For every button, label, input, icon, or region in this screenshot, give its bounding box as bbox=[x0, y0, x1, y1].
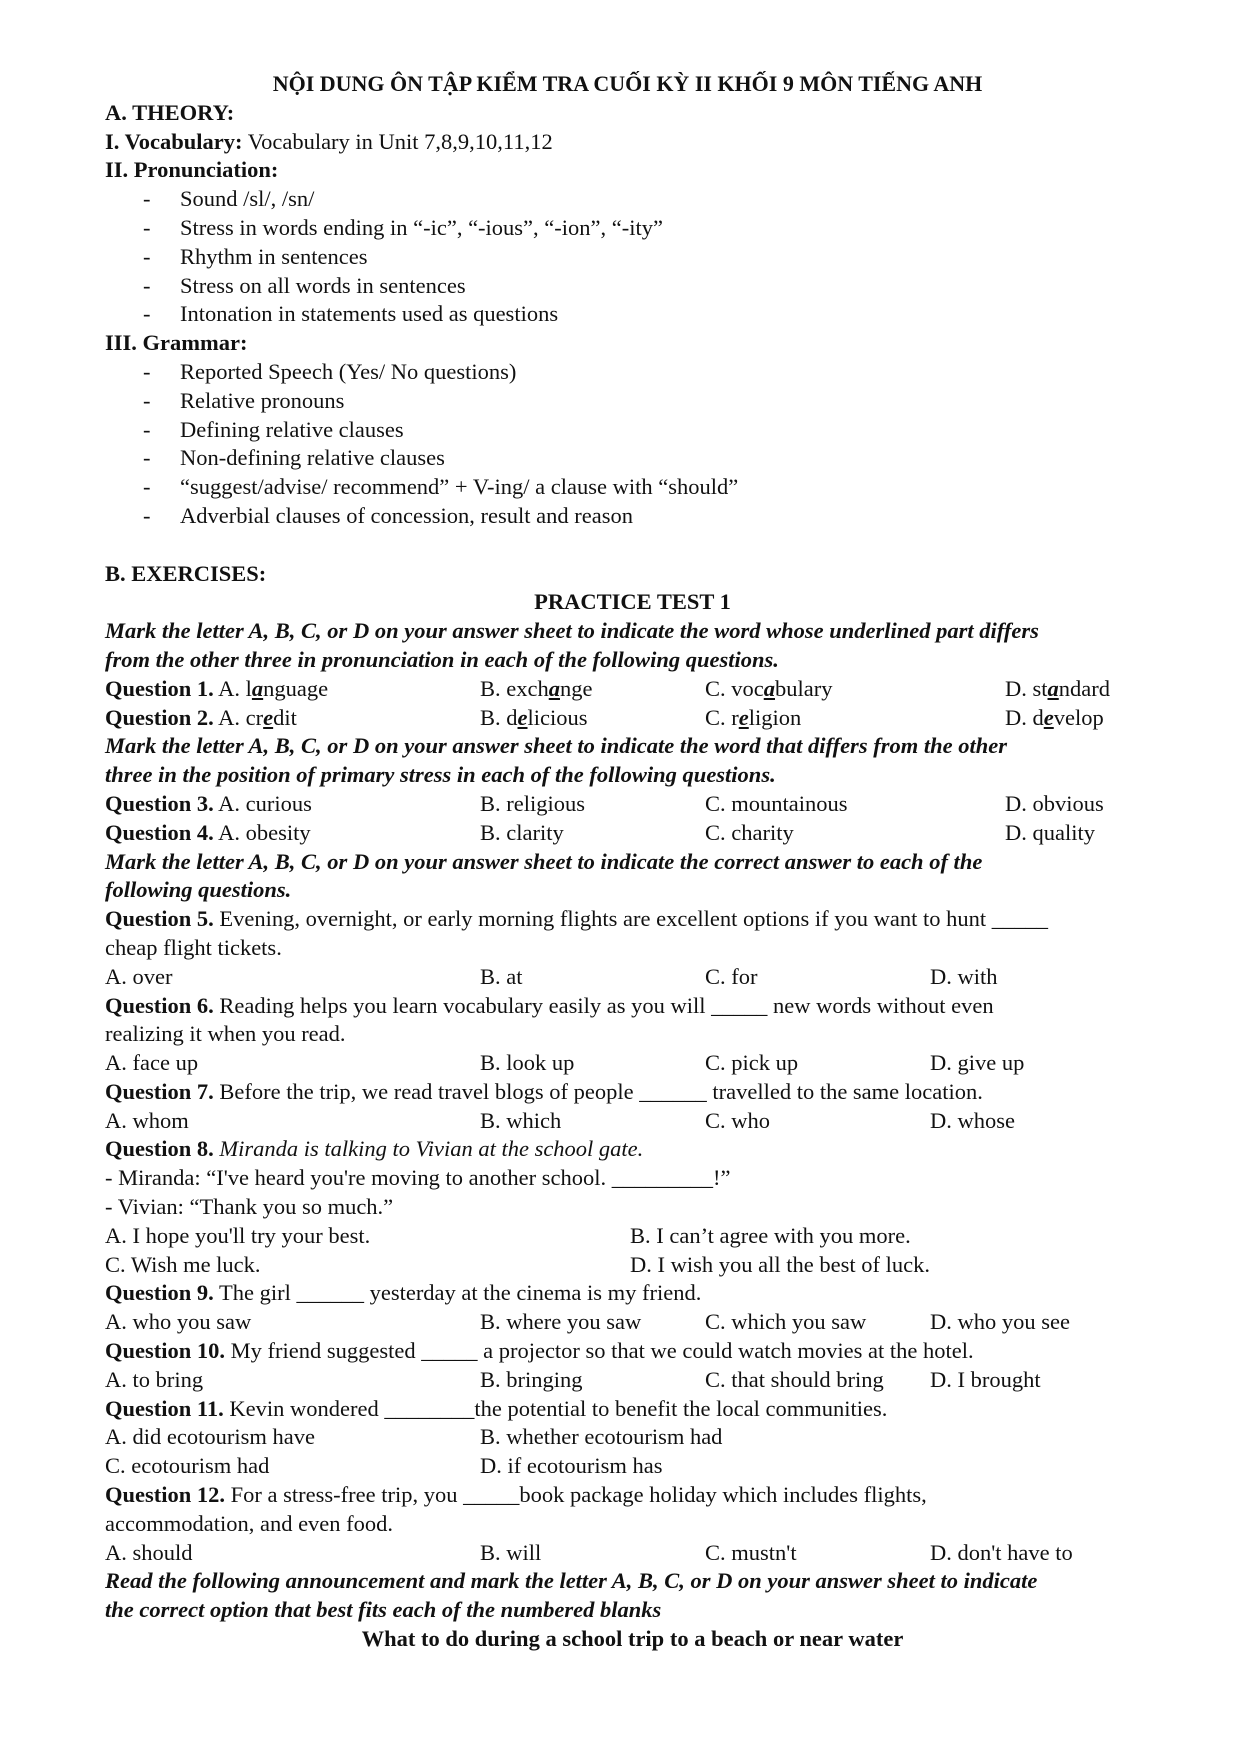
pronunciation-item-text: Intonation in statements used as questions bbox=[180, 301, 559, 327]
question-2-option-d bbox=[1005, 704, 1104, 733]
question-7-options bbox=[105, 1107, 1160, 1136]
vocabulary-text: Vocabulary in Unit 7,8,9,10,11,12 bbox=[242, 128, 553, 154]
bullet-dash: - bbox=[143, 445, 151, 471]
question-6-options bbox=[105, 1049, 1160, 1078]
pronunciation-item bbox=[105, 300, 1160, 329]
grammar-item bbox=[105, 358, 1160, 387]
pronunciation-item-text: Rhythm in sentences bbox=[180, 243, 368, 269]
question-10-option-b: B. bringing bbox=[480, 1366, 583, 1392]
question-4-option-a bbox=[105, 819, 311, 848]
grammar-item-text: “suggest/advise/ recommend” + V-ing/ a clause with “should” bbox=[180, 474, 739, 500]
question-label: Question 10. bbox=[105, 1338, 226, 1364]
option-text: A. obesity bbox=[213, 819, 311, 845]
option-text: dit bbox=[273, 704, 297, 730]
question-12-option-c: C. mustn't bbox=[705, 1539, 797, 1565]
question-4 bbox=[105, 819, 1160, 848]
question-6-option-d: D. give up bbox=[930, 1050, 1025, 1076]
option-text: D. d bbox=[1005, 704, 1044, 730]
question-11-options-row bbox=[105, 1452, 1160, 1481]
question-text: The girl ______ yesterday at the cinema is my friend. bbox=[213, 1280, 702, 1306]
underlined-letter: e bbox=[263, 704, 274, 730]
question-1 bbox=[105, 675, 1160, 704]
option-text: B. d bbox=[480, 704, 518, 730]
grammar-item bbox=[105, 387, 1160, 416]
pronunciation-item-text: Stress on all words in sentences bbox=[180, 272, 466, 298]
grammar-item bbox=[105, 502, 1160, 531]
question-11-options-row bbox=[105, 1423, 1160, 1452]
bullet-dash: - bbox=[143, 186, 151, 212]
question-12-options bbox=[105, 1539, 1160, 1568]
document-page bbox=[105, 70, 1160, 1654]
bullet-dash: - bbox=[143, 214, 151, 240]
question-label: Question 3. bbox=[105, 790, 214, 816]
question-7-stem bbox=[105, 1078, 1160, 1107]
question-10-options bbox=[105, 1366, 1160, 1395]
grammar-item bbox=[105, 444, 1160, 473]
question-12-stem-cont: accommodation, and even food. bbox=[105, 1510, 394, 1536]
question-10-option-a: A. to bring bbox=[105, 1366, 204, 1392]
question-11-option-b: B. whether ecotourism had bbox=[480, 1424, 723, 1450]
question-label: Question 2. bbox=[105, 704, 214, 730]
question-2-option-b bbox=[480, 704, 588, 733]
bullet-dash: - bbox=[143, 387, 151, 413]
option-text: A. cr bbox=[213, 704, 264, 730]
question-4-option-d: D. quality bbox=[1005, 819, 1095, 845]
bullet-dash: - bbox=[143, 272, 151, 298]
question-4-option-c: C. charity bbox=[705, 819, 794, 845]
option-text: licious bbox=[527, 704, 588, 730]
question-text: My friend suggested _____ a projector so that we could watch movies at the hotel. bbox=[225, 1338, 974, 1364]
question-5-stem-cont: cheap flight tickets. bbox=[105, 934, 282, 960]
question-8-dialogue-line: - Vivian: “Thank you so much.” bbox=[105, 1194, 394, 1220]
option-text: B. exch bbox=[480, 675, 549, 701]
question-11-stem bbox=[105, 1395, 1160, 1424]
practice-test-title: PRACTICE TEST 1 bbox=[534, 589, 731, 615]
question-3-option-d: D. obvious bbox=[1005, 790, 1104, 816]
question-9-option-c: C. which you saw bbox=[705, 1309, 867, 1335]
question-9-option-a: A. who you saw bbox=[105, 1309, 252, 1335]
question-5-option-b: B. at bbox=[480, 963, 523, 989]
option-text: C. r bbox=[705, 704, 739, 730]
question-3 bbox=[105, 790, 1160, 819]
pronunciation-item bbox=[105, 185, 1160, 214]
question-8-stem bbox=[105, 1135, 1160, 1164]
question-8-dialogue-line: - Miranda: “I've heard you're moving to another school. _________!” bbox=[105, 1165, 731, 1191]
underlined-letter: a bbox=[251, 675, 264, 701]
question-text: For a stress-free trip, you _____book package holiday which includes flights, bbox=[225, 1482, 927, 1508]
question-3-option-b: B. religious bbox=[480, 790, 585, 816]
question-text: Reading helps you learn vocabulary easily as you will _____ new words without even bbox=[213, 992, 994, 1018]
question-5-stem bbox=[105, 905, 1160, 934]
grammar-item bbox=[105, 416, 1160, 445]
question-12-option-b: B. will bbox=[480, 1539, 542, 1565]
grammar-heading: III. Grammar: bbox=[105, 330, 248, 356]
question-label: Question 8. bbox=[105, 1136, 214, 1162]
vocabulary-label: I. Vocabulary: bbox=[105, 128, 243, 154]
instruction-stress: Mark the letter A, B, C, or D on your answer sheet to indicate the word that differs from the other bbox=[105, 733, 1007, 759]
pronunciation-heading: II. Pronunciation: bbox=[105, 157, 279, 183]
question-12-stem bbox=[105, 1481, 1160, 1510]
instruction-pronunciation: Mark the letter A, B, C, or D on your answer sheet to indicate the word whose underlined part differs bbox=[105, 618, 1039, 644]
question-label: Question 1. bbox=[105, 675, 214, 701]
bullet-dash: - bbox=[143, 474, 151, 500]
option-text: A. curious bbox=[213, 790, 312, 816]
pronunciation-item-text: Stress in words ending in “-ic”, “-ious”, “-ion”, “-ity” bbox=[180, 214, 663, 240]
question-9-option-d: D. who you see bbox=[930, 1309, 1070, 1335]
underlined-letter: e bbox=[738, 704, 749, 730]
grammar-item-text: Adverbial clauses of concession, result and reason bbox=[180, 502, 633, 528]
pronunciation-item bbox=[105, 214, 1160, 243]
vocabulary-line bbox=[105, 128, 1160, 157]
pronunciation-item bbox=[105, 243, 1160, 272]
option-text: nguage bbox=[263, 675, 329, 701]
question-text: Kevin wondered ________the potential to benefit the local communities. bbox=[223, 1395, 888, 1421]
option-text: D. st bbox=[1005, 675, 1048, 701]
underlined-letter: e bbox=[517, 704, 528, 730]
question-label: Question 7. bbox=[105, 1078, 214, 1104]
instruction-stress: three in the position of primary stress in each of the following questions. bbox=[105, 762, 776, 788]
question-label: Question 5. bbox=[105, 906, 214, 932]
question-label: Question 9. bbox=[105, 1280, 214, 1306]
question-1-option-a bbox=[105, 675, 328, 704]
question-11-option-d: D. if ecotourism has bbox=[480, 1453, 663, 1479]
option-text: A. l bbox=[213, 675, 252, 701]
question-2-option-a bbox=[105, 704, 297, 733]
reading-title: What to do during a school trip to a beach or near water bbox=[361, 1626, 904, 1652]
grammar-item bbox=[105, 473, 1160, 502]
pronunciation-item bbox=[105, 272, 1160, 301]
underlined-letter: a bbox=[1047, 675, 1059, 701]
question-4-option-b: B. clarity bbox=[480, 819, 564, 845]
question-10-stem bbox=[105, 1337, 1160, 1366]
question-6-stem-cont: realizing it when you read. bbox=[105, 1021, 346, 1047]
question-11-option-a: A. did ecotourism have bbox=[105, 1424, 315, 1450]
pronunciation-item-text: Sound /sl/, /sn/ bbox=[180, 186, 315, 212]
question-label: Question 11. bbox=[105, 1395, 224, 1421]
underlined-letter: e bbox=[1043, 704, 1054, 730]
question-7-option-a: A. whom bbox=[105, 1107, 189, 1133]
bullet-dash: - bbox=[143, 243, 151, 269]
question-label: Question 12. bbox=[105, 1482, 226, 1508]
document-title: NỘI DUNG ÔN TẬP KIỂM TRA CUỐI KỲ II KHỐI 9 MÔN TIẾNG ANH bbox=[272, 71, 983, 96]
question-5-option-d: D. with bbox=[930, 963, 998, 989]
underlined-letter: a bbox=[763, 675, 775, 701]
question-label: Question 6. bbox=[105, 992, 214, 1018]
grammar-item-text: Reported Speech (Yes/ No questions) bbox=[180, 358, 517, 384]
question-10-option-d: D. I brought bbox=[930, 1366, 1041, 1392]
option-text: ndard bbox=[1058, 675, 1110, 701]
question-5-option-c: C. for bbox=[705, 963, 758, 989]
instruction-reading: the correct option that best fits each of the numbered blanks bbox=[105, 1597, 662, 1623]
exercises-heading: B. EXERCISES: bbox=[105, 560, 267, 586]
question-6-option-b: B. look up bbox=[480, 1050, 575, 1076]
question-context: Miranda is talking to Vivian at the school gate. bbox=[213, 1136, 644, 1162]
question-3-option-a bbox=[105, 790, 312, 819]
question-8-option-a: A. I hope you'll try your best. bbox=[105, 1222, 371, 1248]
question-2 bbox=[105, 704, 1160, 733]
question-7-option-c: C. who bbox=[705, 1107, 771, 1133]
question-text: Before the trip, we read travel blogs of people ______ travelled to the same location. bbox=[213, 1078, 983, 1104]
question-text: Evening, overnight, or early morning flights are excellent options if you want to hunt _____ bbox=[213, 906, 1048, 932]
instruction-correct-answer: following questions. bbox=[105, 877, 292, 903]
instruction-reading: Read the following announcement and mark the letter A, B, C, or D on your answer sheet to indicate bbox=[105, 1568, 1038, 1594]
question-7-option-b: B. which bbox=[480, 1107, 562, 1133]
option-text: bulary bbox=[775, 675, 833, 701]
question-2-option-c bbox=[705, 704, 801, 733]
grammar-item-text: Relative pronouns bbox=[180, 387, 345, 413]
option-text: velop bbox=[1053, 704, 1104, 730]
question-3-option-c: C. mountainous bbox=[705, 790, 848, 816]
option-text: nge bbox=[559, 675, 593, 701]
question-1-option-c bbox=[705, 675, 832, 704]
question-11-option-c: C. ecotourism had bbox=[105, 1453, 270, 1479]
question-8-option-b: B. I can’t agree with you more. bbox=[630, 1222, 911, 1248]
question-8-options-row bbox=[105, 1251, 1160, 1280]
question-label: Question 4. bbox=[105, 819, 214, 845]
bullet-dash: - bbox=[143, 502, 151, 528]
theory-heading: A. THEORY: bbox=[105, 99, 235, 125]
question-6-stem bbox=[105, 992, 1160, 1021]
underlined-letter: a bbox=[548, 675, 560, 701]
option-text: C. voc bbox=[705, 675, 764, 701]
question-12-option-d: D. don't have to bbox=[930, 1539, 1073, 1565]
question-6-option-c: C. pick up bbox=[705, 1050, 799, 1076]
grammar-item-text: Non-defining relative clauses bbox=[180, 445, 445, 471]
question-6-option-a: A. face up bbox=[105, 1050, 199, 1076]
bullet-dash: - bbox=[143, 416, 151, 442]
question-9-options bbox=[105, 1308, 1160, 1337]
question-8-option-c: C. Wish me luck. bbox=[105, 1251, 261, 1277]
question-5-options bbox=[105, 963, 1160, 992]
grammar-item-text: Defining relative clauses bbox=[180, 416, 404, 442]
bullet-dash: - bbox=[143, 301, 151, 327]
option-text: ligion bbox=[748, 704, 802, 730]
question-8-option-d: D. I wish you all the best of luck. bbox=[630, 1251, 930, 1277]
instruction-pronunciation: from the other three in pronunciation in each of the following questions. bbox=[105, 646, 779, 672]
bullet-dash: - bbox=[143, 358, 151, 384]
question-1-option-b bbox=[480, 675, 592, 704]
question-8-options-row bbox=[105, 1222, 1160, 1251]
question-10-option-c: C. that should bring bbox=[705, 1366, 884, 1392]
question-9-option-b: B. where you saw bbox=[480, 1309, 642, 1335]
instruction-correct-answer: Mark the letter A, B, C, or D on your answer sheet to indicate the correct answer to each of the bbox=[105, 848, 983, 874]
question-7-option-d: D. whose bbox=[930, 1107, 1015, 1133]
question-9-stem bbox=[105, 1279, 1160, 1308]
question-1-option-d bbox=[1005, 675, 1110, 704]
section-spacer bbox=[105, 531, 1160, 560]
question-12-option-a: A. should bbox=[105, 1539, 193, 1565]
question-5-option-a: A. over bbox=[105, 963, 173, 989]
